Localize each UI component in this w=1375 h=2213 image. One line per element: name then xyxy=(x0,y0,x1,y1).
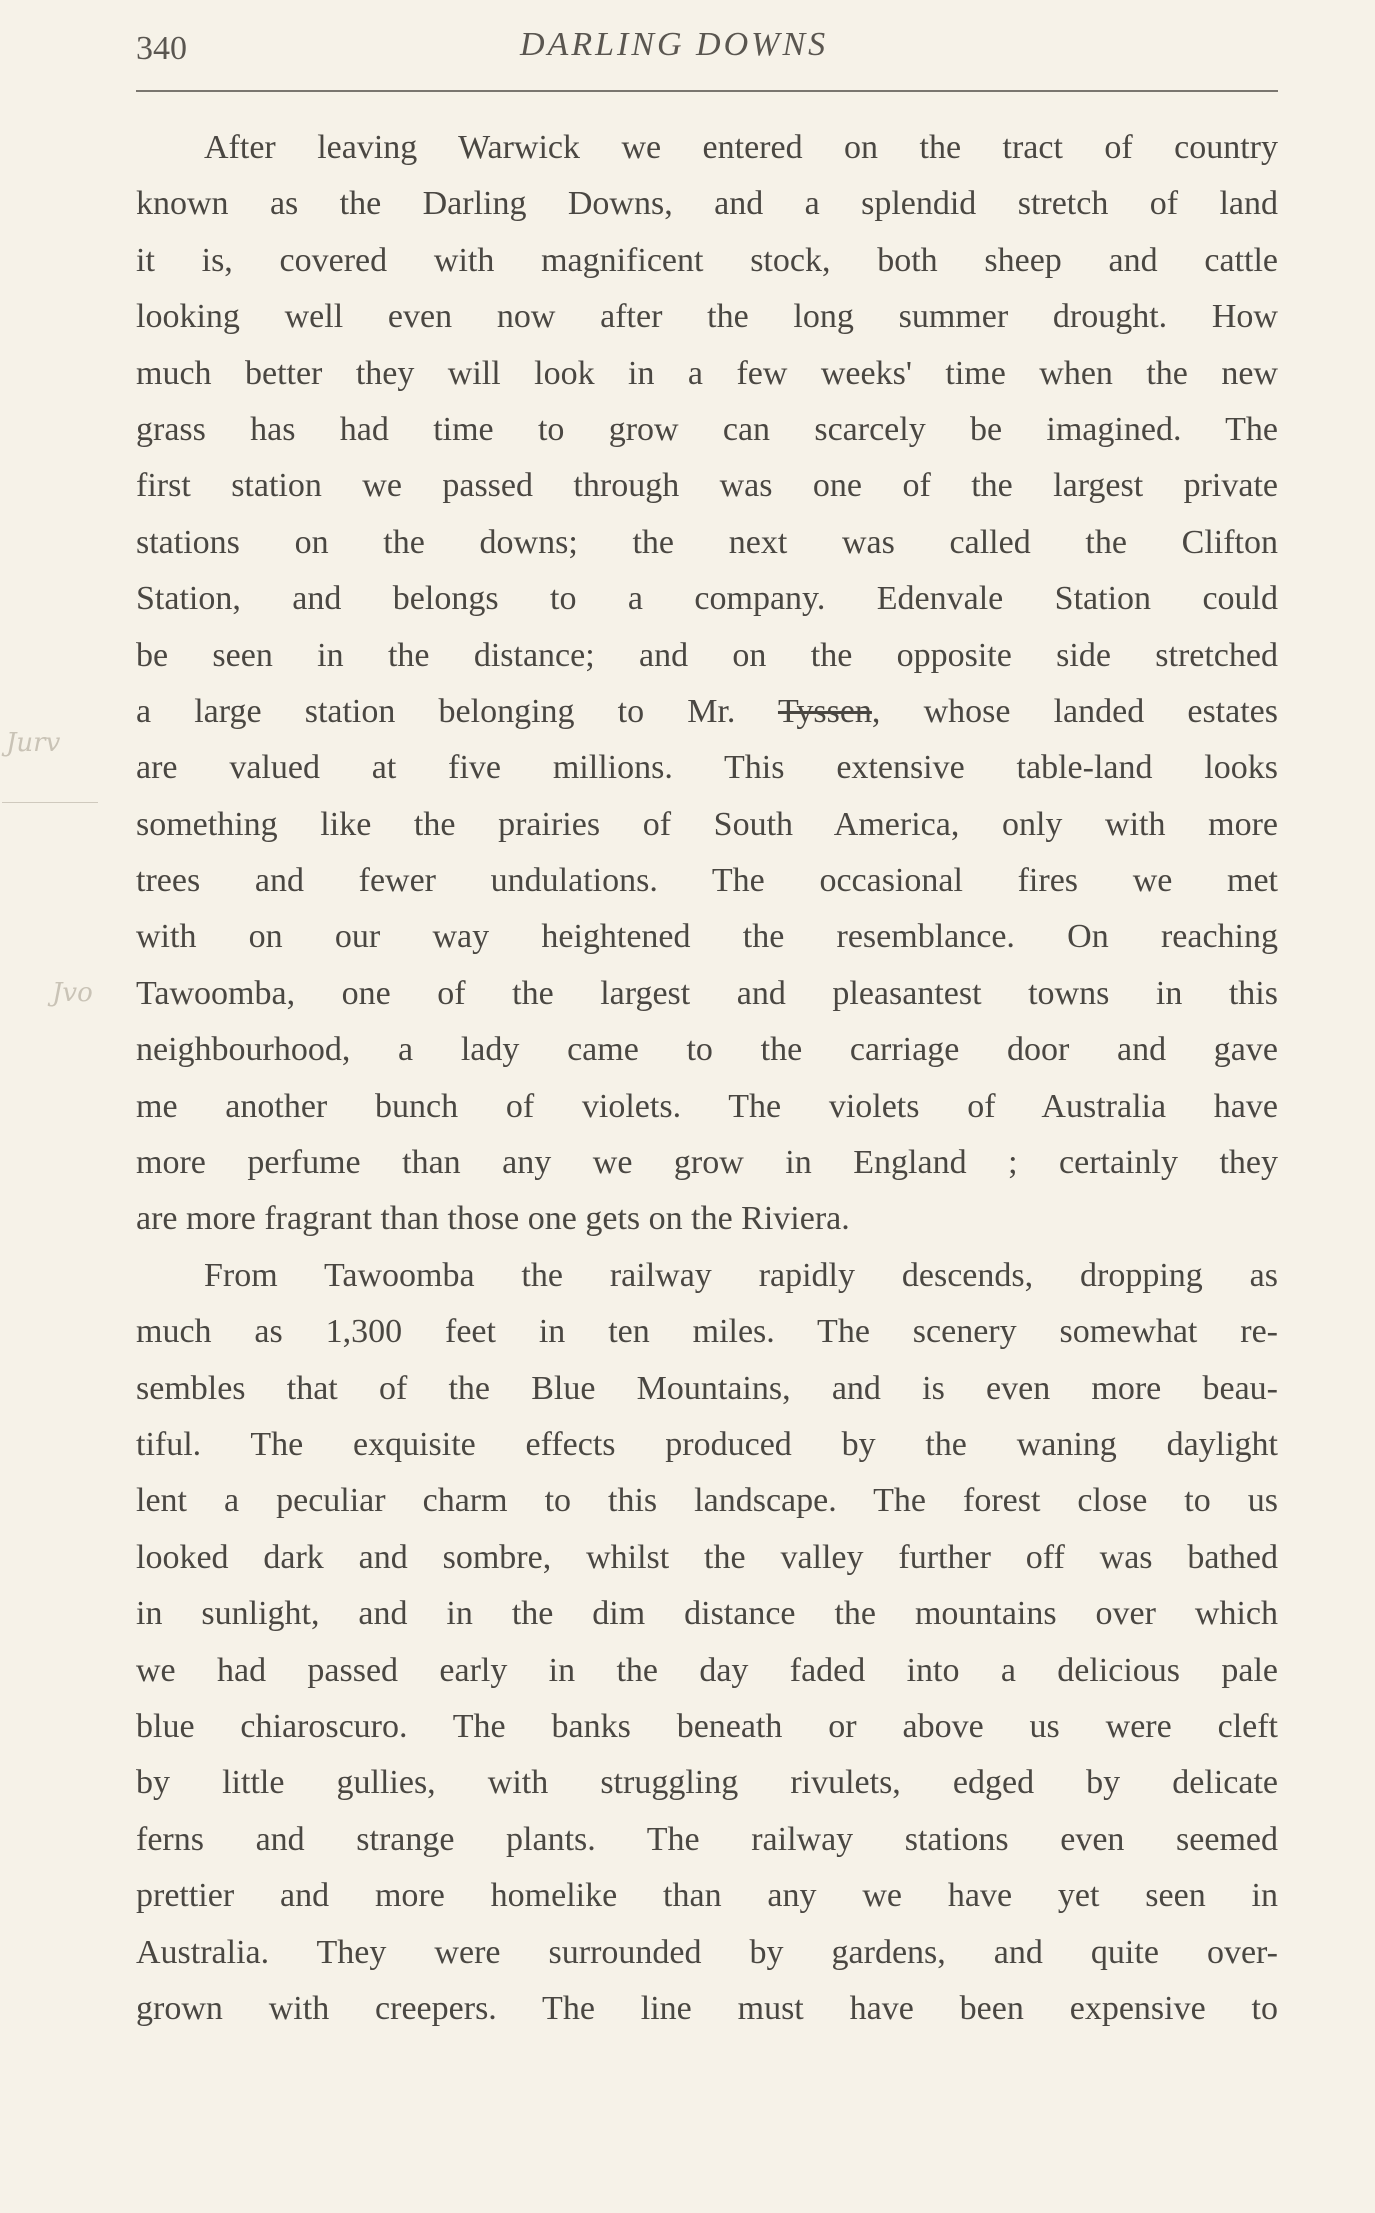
text-line: first station we passed through was one of the largest private xyxy=(136,467,1278,505)
text-line: grass has had time to grow can scarcely be imagined. The xyxy=(136,410,1278,448)
text-line: are valued at five millions. This extensive table-land looks xyxy=(136,749,1278,787)
struck-name: Tyssen xyxy=(777,692,872,730)
margin-pencil-stroke xyxy=(2,802,98,803)
text-line xyxy=(136,684,1278,740)
text-line: by little gullies, with struggling rivulets, edged by delicate xyxy=(136,1764,1278,1802)
header-rule xyxy=(136,90,1278,92)
text-line: prettier and more homelike than any we have yet seen in xyxy=(136,1877,1278,1915)
text-line: we had passed early in the day faded into a delicious pale xyxy=(136,1651,1278,1689)
text-line: more perfume than any we grow in England ; certainly they xyxy=(136,1144,1278,1182)
text-line: with on our way heightened the resemblance. On reaching xyxy=(136,918,1278,956)
text-line: tiful. The exquisite effects produced by the waning daylight xyxy=(136,1425,1278,1463)
text-fragment: a large station belonging to Mr. xyxy=(136,692,778,730)
text-line: me another bunch of violets. The violets of Australia have xyxy=(136,1087,1278,1125)
text-line: much better they will look in a few weeks' time when the new xyxy=(136,354,1278,392)
text-line: are more fragrant than those one gets on the Riviera. xyxy=(136,1200,850,1238)
text-line: in sunlight, and in the dim distance the mountains over which xyxy=(136,1595,1278,1633)
text-line: be seen in the distance; and on the opposite side stretched xyxy=(136,636,1278,674)
page-header xyxy=(136,24,1278,84)
text-line: looked dark and sombre, whilst the valley further off was bathed xyxy=(136,1538,1278,1576)
text-line: Tawoomba, one of the largest and pleasantest towns in this xyxy=(136,974,1278,1012)
text-fragment: , whose landed estates xyxy=(871,692,1278,730)
margin-annotation: Jurv xyxy=(6,728,61,758)
text-line: looking well even now after the long summer drought. How xyxy=(136,298,1278,336)
text-line: blue chiaroscuro. The banks beneath or above us were cleft xyxy=(136,1707,1278,1745)
text-line: trees and fewer undulations. The occasional fires we met xyxy=(136,862,1278,900)
text-line: something like the prairies of South America, only with more xyxy=(136,805,1278,843)
text-line: From Tawoomba the railway rapidly descends, dropping as xyxy=(204,1256,1278,1294)
text-line: known as the Darling Downs, and a splendid stretch of land xyxy=(136,185,1278,223)
text-line: After leaving Warwick we entered on the tract of country xyxy=(204,129,1278,166)
text-line: ferns and strange plants. The railway stations even seemed xyxy=(136,1820,1278,1858)
page-number: 340 xyxy=(136,30,187,67)
text-line: sembles that of the Blue Mountains, and is even more beau- xyxy=(136,1369,1278,1407)
text-line: Station, and belongs to a company. Edenvale Station could xyxy=(136,580,1278,618)
running-title: DARLING DOWNS xyxy=(520,26,829,63)
body-text xyxy=(136,120,1278,2037)
text-line: stations on the downs; the next was called the Clifton xyxy=(136,523,1278,561)
text-line: much as 1,300 feet in ten miles. The scenery somewhat re- xyxy=(136,1313,1278,1351)
text-line: lent a peculiar charm to this landscape. The forest close to us xyxy=(136,1482,1278,1520)
text-line: Australia. They were surrounded by gardens, and quite over- xyxy=(136,1933,1278,1971)
text-line: grown with creepers. The line must have been expensive to xyxy=(136,1989,1278,2027)
margin-annotation: Jvo xyxy=(52,978,93,1008)
text-line: it is, covered with magnificent stock, both sheep and cattle xyxy=(136,241,1278,279)
text-line: neighbourhood, a lady came to the carriage door and gave xyxy=(136,1031,1278,1069)
